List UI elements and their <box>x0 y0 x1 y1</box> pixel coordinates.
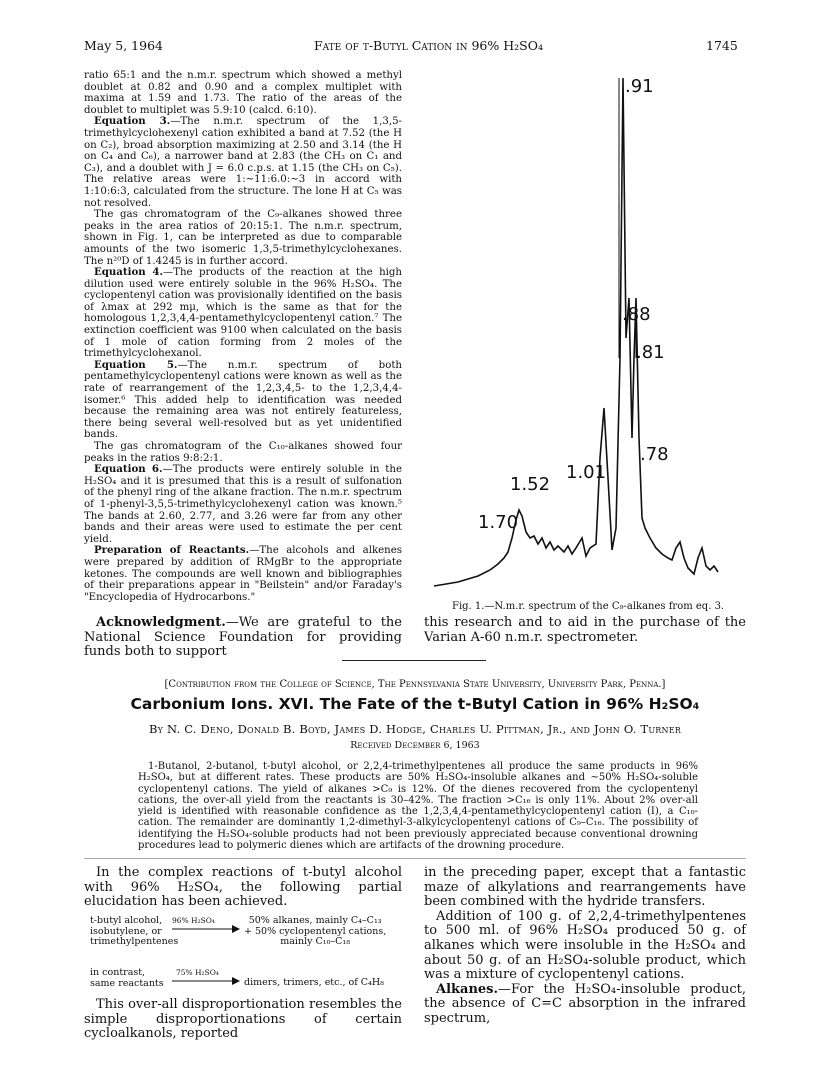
figure-caption: Fig. 1.—N.m.r. spectrum of the C₉-alkanes from eq. 3. <box>452 601 725 612</box>
peak-label: .78 <box>640 444 669 465</box>
page-number: 1745 <box>706 38 738 53</box>
peak-label: .91 <box>625 76 654 97</box>
paragraph: In the complex reactions of t-butyl alcohol with 96% H₂SO₄, the following partial elucidation has been achieved. <box>84 865 402 910</box>
divider <box>342 660 486 661</box>
reaction-products: 50% alkanes, mainly C₄–C₁₃ + 50% cyclopentenyl cations, mainly C₁₀–C₁₈ <box>244 915 387 947</box>
spectrum-trace <box>434 78 718 586</box>
divider <box>84 858 746 859</box>
reaction-scheme: in contrast, same reactants <box>90 967 164 989</box>
peak-label: 1.01 <box>566 462 607 483</box>
paragraph: ratio 65:1 and the n.m.r. spectrum which showed a methyl doublet at 0.82 and 0.90 and a complex multiplet with maxima at 1.59 and 1.73. The ratio of the areas of the doublet to multiplet was 5.9:10 (calcd. 6:10). <box>84 70 402 116</box>
peak-label: .88 <box>622 304 651 325</box>
paragraph: Equation 6.—The products were entirely soluble in the H₂SO₄ and it is presumed that this is a result of sulfonation of the phenyl ring of the alkane fraction. The n.m.r. spectrum of 1-phenyl-3,5,5-trimethylcyclohexenyl cation was known.⁵ The bands at 2.60, 2.77, and 3.26 were far from any other bands and their areas were used to estimate the per cent yield. <box>84 463 402 545</box>
paragraph: Equation 3.—The n.m.r. spectrum of the 1,3,5-trimethylcyclohexenyl cation exhibited a band at 7.52 (the H on C₂), broad absorption maximizing at 2.50 and 3.14 (the H on C₄ and C₆), a narrower band at 2.83 (the CH₃ on C₁ and C₃), and a doublet with J = 6.0 c.p.s. at 1.15 (the CH₃ on C₅). The relative areas were 1:∼11:6.0:∼3 in accord with 1:10:6:3, calculated from the structure. The lone H at C₅ was not resolved. <box>84 115 402 209</box>
paragraph: Addition of 100 g. of 2,2,4-trimethylpentenes to 500 ml. of 96% H₂SO₄ produced 50 g. of alkanes which were insoluble in the H₂SO₄ and about 50 g. of an H₂SO₄-soluble product, which was a mixture of cyclopentenyl cations. <box>424 908 746 983</box>
peak-label: 1.70 <box>478 512 519 533</box>
body-left-continued: This over-all disproportionation resembles the simple disproportionations of certain cycloalkanols, reported <box>84 997 402 1042</box>
nmr-spectrum-figure <box>418 58 748 598</box>
body-left <box>84 866 402 910</box>
acknowledgment: Acknowledgment.—We are grateful to the National Science Foundation for providing funds both to support <box>84 615 402 660</box>
peak-label: 1.52 <box>510 474 551 495</box>
reaction-products: dimers, trimers, etc., of C₄H₈ <box>244 977 384 988</box>
running-title: Fate of t-Butyl Cation in 96% H₂SO₄ <box>314 38 543 53</box>
paragraph: The gas chromatogram of the C₉-alkanes showed three peaks in the area ratios of 20:15:1. The n.m.r. spectrum, shown in Fig. 1, can be interpreted as due to comparable amounts of the two isomeric 1,3,5-trimethylcyclohexanes. The n²⁰D of 1.4245 is in further accord. <box>84 209 402 267</box>
reaction-scheme: t-butyl alcohol, isobutylene, or trimethylpentenes <box>90 915 179 947</box>
paragraph: Alkanes.—For the H₂SO₄-insoluble product, the absence of C=C absorption in the infrared spectrum, <box>424 981 746 1026</box>
equation-heading: Equation 3. <box>94 115 171 128</box>
paragraph: in the preceding paper, except that a fantastic maze of alkylations and rearrangements have been combined with the hydride transfers. <box>424 865 746 910</box>
equation-heading: Equation 6. <box>94 463 163 476</box>
acknowledgment-continued: this research and to aid in the purchase of the Varian A-60 n.m.r. spectrometer. <box>424 615 746 645</box>
peak-label: .81 <box>636 342 665 363</box>
contribution-line: [Contribution from the College of Science, The Pennsylvania State University, University Park, Penna.] <box>164 679 666 690</box>
body-right <box>424 866 746 1027</box>
paragraph: Preparation of Reactants.—The alcohols and alkenes were prepared by addition of RMgBr to the appropriate ketones. The compounds are well known and bibliographies of their preparations appear in "Beilstein" and/or Faraday's "Encyclopedia of Hydrocarbons." <box>84 544 402 603</box>
equation-heading: Equation 4. <box>94 266 164 279</box>
left-column <box>84 70 402 603</box>
reaction-arrow <box>172 922 240 936</box>
acknowledgment-heading: Acknowledgment. <box>96 615 226 630</box>
header-date: May 5, 1964 <box>84 38 163 53</box>
paragraph: The gas chromatogram of the C₁₀-alkanes showed four peaks in the ratios 9:8:2:1. <box>84 441 402 464</box>
section-heading: Preparation of Reactants. <box>94 544 250 557</box>
abstract: 1-Butanol, 2-butanol, t-butyl alcohol, or 2,2,4-trimethylpentenes all produce the same products in 96% H₂SO₄, but at different rates. These products are 50% H₂SO₄-insoluble alkanes and ∼50% H₂SO₄-soluble cyclopentenyl cations. The yield of alkanes >C₉ is 12%. Of the dienes recovered from the cyclopentenyl cations, the over-all yield from the reactants is 30–42%. The fraction >C₁₆ is only 11%. About 2% over-all yield is identified with reasonable confidence as the 1,2,3,4,4-pentamethylcyclopentenyl cation (I), a C₁₀-cation. The remainder are dominantly 1,2-dimethyl-3-alkylcyclopentenyl cations of C₉–C₁₆. The possibility of identifying the H₂SO₄-soluble products had not been previously appreciated because conventional drowning procedures lead to polymeric dienes which are artifacts of the drowning procedure. <box>138 761 698 852</box>
paragraph: Equation 4.—The products of the reaction at the high dilution used were entirely soluble in the 96% H₂SO₄. The cyclopentenyl cation was provisionally identified on the basis of λmax at 292 mμ, which is the same as that for the homologous 1,2,3,4,4-pentamethylcyclopentenyl cation.⁷ The extinction coefficient was 9100 when calculated on the basis of 1 mole of cation forming from 2 moles of the trimethylcyclohexanol. <box>84 266 402 360</box>
authors: By N. C. Deno, Donald B. Boyd, James D. Hodge, Charles U. Pittman, Jr., and John O. Turner <box>148 722 681 736</box>
received-date: Received December 6, 1963 <box>350 740 480 751</box>
article-title: Carbonium Ions. XVI. The Fate of the t-Butyl Cation in 96% H₂SO₄ <box>130 695 700 713</box>
reagent-label: 96% H₂SO₄ <box>172 916 215 925</box>
reaction-arrow <box>172 974 240 988</box>
section-heading: Alkanes. <box>436 981 499 997</box>
reagent-label: 75% H₂SO₄ <box>176 968 219 977</box>
equation-heading: Equation 5. <box>94 358 178 371</box>
paragraph: Equation 5.—The n.m.r. spectrum of both pentamethylcyclopentenyl cations were known as well as the rate of rearrangement of the 1,2,3,4,5- to the 1,2,3,4,4-isomer.⁶ This added help to identification was needed because the remaining area was not entirely featureless, there being several well-resolved but as yet unidentified bands. <box>84 358 402 441</box>
